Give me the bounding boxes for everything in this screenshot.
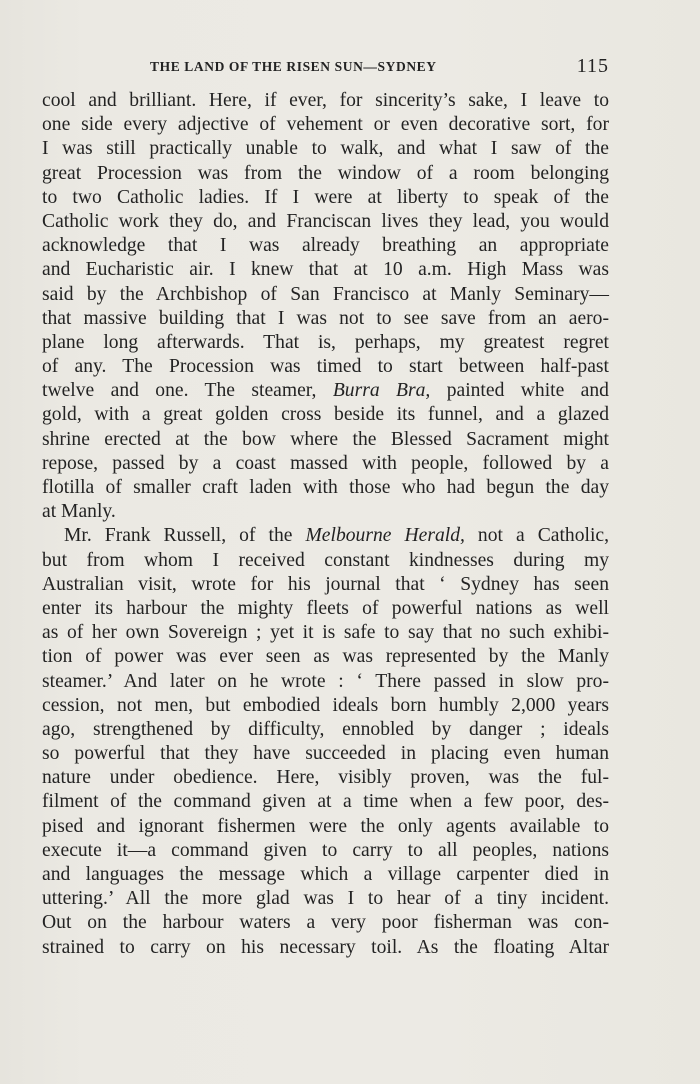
text-run: enter its harbour the mighty fleets of powerful nations as well — [42, 597, 609, 619]
text-run: Out on the harbour waters a very poor fisherman was con- — [42, 912, 609, 934]
text-line — [42, 742, 609, 766]
text-line — [42, 549, 609, 573]
text-line — [42, 936, 609, 960]
text-run: twelve and one. The steamer, — [42, 380, 333, 402]
body-text — [42, 89, 609, 960]
text-run: so powerful that they have succeeded in placing even human — [42, 743, 609, 765]
text-run: of any. The Procession was timed to start between half-past — [42, 356, 609, 378]
text-line — [42, 524, 609, 548]
text-line — [42, 210, 609, 234]
text-line — [42, 162, 609, 186]
italic-title: Burra Bra, — [332, 380, 431, 402]
text-line — [42, 234, 609, 258]
text-run: and languages the message which a village carpenter died in — [42, 864, 609, 885]
text-run: steamer.’ And later on he wrote : ‘ There passed in slow pro- — [42, 670, 609, 692]
text-line — [42, 500, 609, 524]
text-run: execute it—a command given to carry to all peoples, nations — [42, 839, 609, 861]
text-run: as of her own Sovereign ; yet it is safe to say that no such exhibi- — [42, 622, 609, 644]
text-line — [42, 403, 609, 427]
text-line — [42, 258, 609, 282]
paragraph — [42, 89, 609, 524]
text-run: pised and ignorant fishermen were the only agents available to — [42, 815, 609, 837]
text-line — [42, 573, 609, 597]
text-run: said by the Archbishop of San Francisco at Manly Seminary— — [42, 283, 609, 305]
text-run: uttering.’ All the more glad was I to hear of a tiny incident. — [42, 888, 609, 910]
text-run: Mr. Frank Russell, of the — [64, 525, 306, 547]
text-line — [42, 89, 609, 113]
text-run: but from whom I received constant kindnesses during my — [42, 549, 609, 571]
page-number: 115 — [576, 55, 609, 77]
text-run: Australian visit, wrote for his journal that ‘ Sydney has seen — [42, 573, 609, 595]
text-line — [42, 452, 609, 476]
text-line — [42, 331, 609, 355]
text-run: I was still practically unable to walk, and what I saw of the — [42, 138, 609, 160]
text-run: cool and brilliant. Here, if ever, for sincerity’s sake, I leave to — [42, 90, 609, 111]
text-line — [42, 670, 609, 694]
text-run: tion of power was ever seen as was represented by the Manly — [42, 646, 609, 668]
text-run: great Procession was from the window of a room belonging — [42, 162, 609, 184]
text-run: filment of the command given at a time when a few poor, des- — [42, 791, 609, 813]
italic-title: Melbourne Herald, — [305, 525, 465, 547]
text-run: and Eucharistic air. I knew that at 10 a.m. High Mass was — [42, 259, 609, 281]
text-run: one side every adjective of vehement or even decorative sort, for — [42, 114, 609, 136]
text-run: shrine erected at the bow where the Blessed Sacrament might — [42, 428, 609, 450]
text-run: ago, strengthened by difficulty, ennobled by danger ; ideals — [42, 718, 609, 740]
text-run: that massive building that I was not to see save from an aero- — [42, 307, 609, 329]
text-line — [42, 839, 609, 863]
text-run: not a Catholic, — [464, 525, 610, 547]
text-line — [42, 694, 609, 718]
text-line — [42, 379, 609, 403]
text-run: plane long afterwards. That is, perhaps, my greatest regret — [42, 331, 609, 353]
running-title: THE LAND OF THE RISEN SUN—SYDNEY — [150, 59, 437, 74]
text-line — [42, 186, 609, 210]
text-line — [42, 790, 609, 814]
text-run: cession, not men, but embodied ideals born humbly 2,000 years — [42, 694, 609, 716]
text-run: to two Catholic ladies. If I were at liberty to speak of the — [42, 186, 609, 208]
text-line — [42, 645, 609, 669]
text-line — [42, 718, 609, 742]
text-run: painted white and — [430, 380, 609, 402]
text-run: strained to carry on his necessary toil. As the floating Altar — [42, 936, 609, 958]
text-line — [42, 815, 609, 839]
text-line — [42, 137, 609, 161]
text-run: acknowledge that I was already breathing an appropriate — [42, 235, 609, 257]
running-head — [42, 57, 609, 79]
text-line — [42, 307, 609, 331]
text-run: repose, passed by a coast massed with people, followed by a — [42, 452, 609, 474]
text-line — [42, 621, 609, 645]
text-line — [42, 476, 609, 500]
text-run: nature under obedience. Here, visibly proven, was the ful- — [42, 767, 609, 789]
text-run: gold, with a great golden cross beside its funnel, and a glazed — [42, 404, 609, 426]
text-line — [42, 355, 609, 379]
text-run: Catholic work they do, and Franciscan lives they lead, you would — [42, 210, 609, 232]
text-run: flotilla of smaller craft laden with those who had begun the day — [42, 477, 609, 498]
text-line — [42, 113, 609, 137]
text-run: at Manly. — [42, 501, 116, 523]
text-line — [42, 597, 609, 621]
text-line — [42, 283, 609, 307]
text-line — [42, 428, 609, 452]
paragraph — [42, 524, 609, 959]
text-line — [42, 766, 609, 790]
text-line — [42, 887, 609, 911]
text-line — [42, 911, 609, 935]
text-line — [42, 863, 609, 887]
